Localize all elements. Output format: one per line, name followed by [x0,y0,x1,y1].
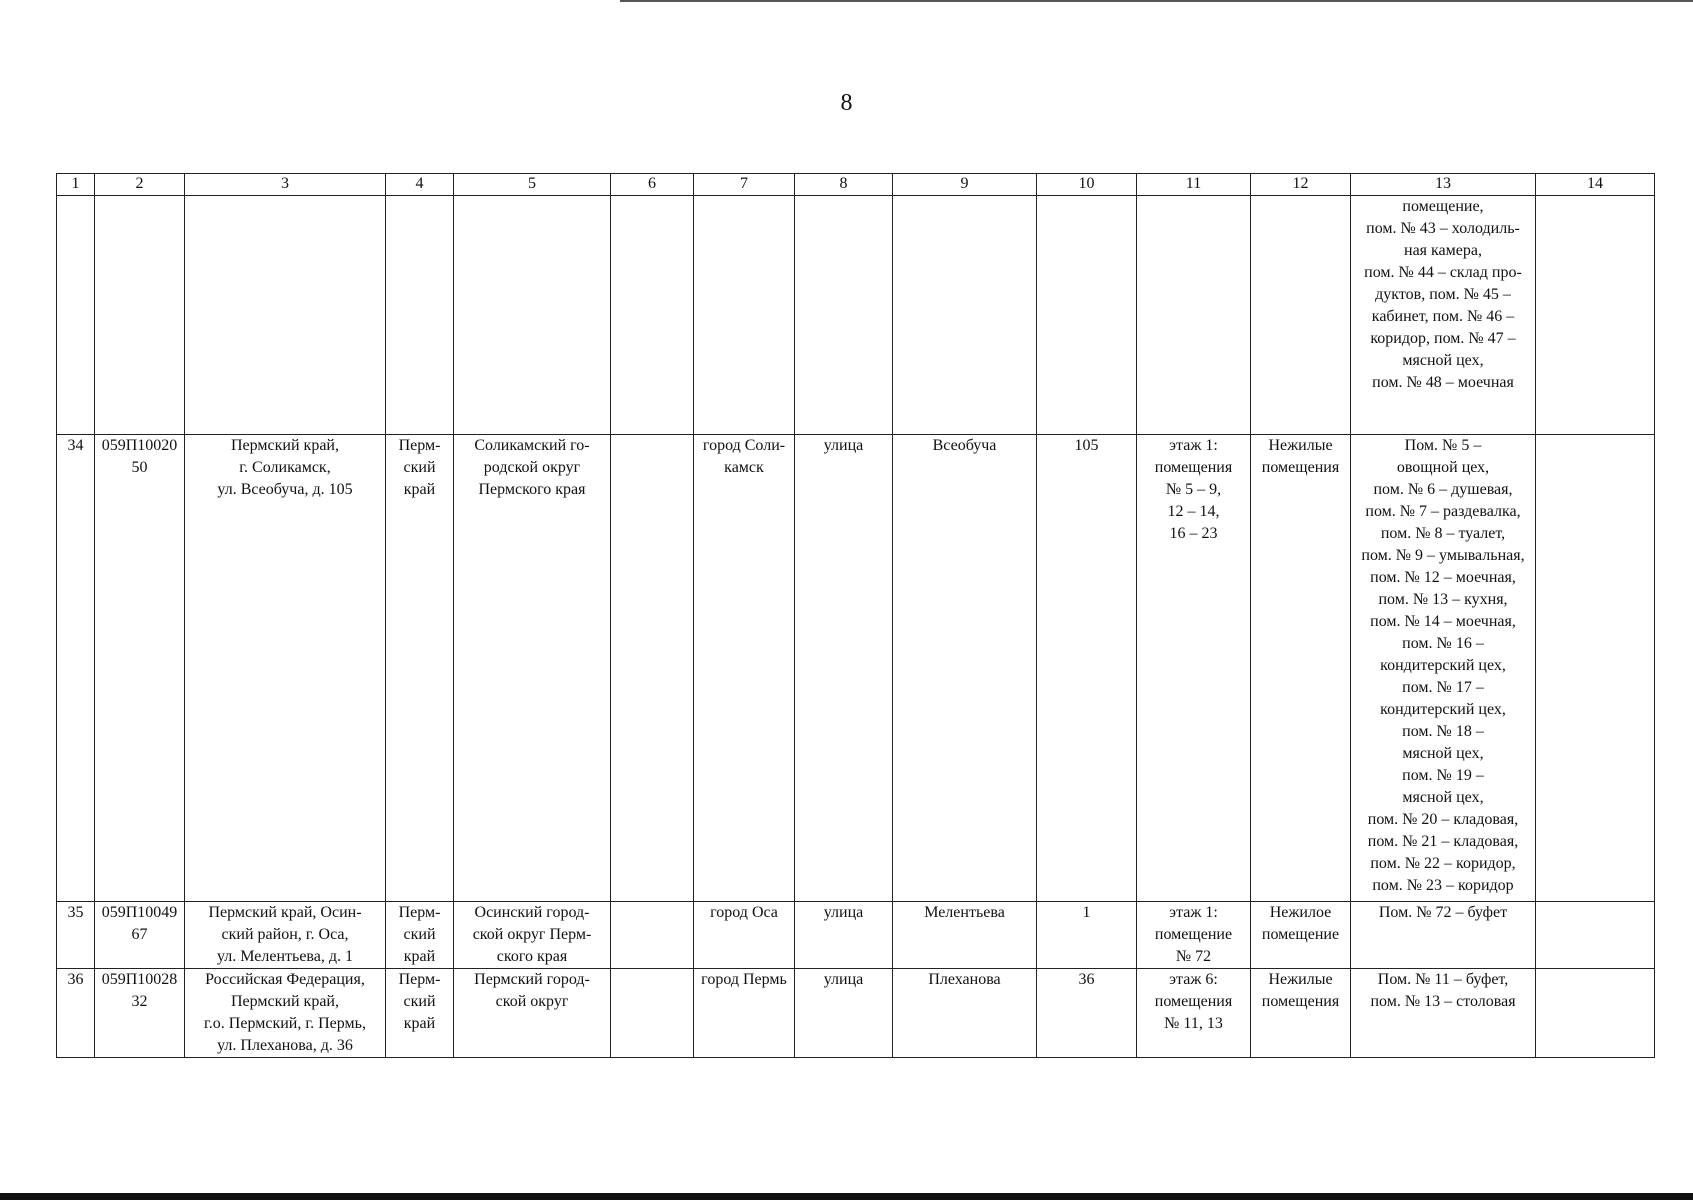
cell-line: этаж 1: [1169,904,1218,921]
cell-line: край [403,481,436,498]
table-row [57,902,1655,969]
cell-line: Нежилое [1269,904,1332,921]
cell-line: ул. Плеханова, д. 36 [217,1037,353,1054]
cell-line: 105 [1074,437,1099,454]
cell-line: пом. № 14 – моечная, [1370,613,1516,630]
cell-c5 [454,969,611,1058]
cell-c12 [1251,969,1351,1058]
cell-line: пом. № 7 – раздевалка, [1365,503,1521,520]
cell-line: 50 [131,459,148,476]
column-header: 12 [1251,174,1351,196]
scan-top-edge [620,0,1693,2]
cell-line: ул. Мелентьева, д. 1 [216,948,354,965]
cell-line: пом. № 8 – туалет, [1380,525,1506,542]
cell-c5 [454,902,611,969]
table-row [57,435,1655,902]
cell-line: этаж 1: [1169,437,1218,454]
cell-line: улица [823,971,864,988]
cell-c4 [386,902,454,969]
cell-line: Пом. № 72 – буфет [1378,904,1508,921]
cell-c2 [95,196,185,435]
cell-line: Пермский город- [474,971,590,988]
cell-line: ский [403,993,436,1010]
cell-c5 [454,435,611,902]
page-number: 8 [840,90,853,116]
column-header: 11 [1137,174,1251,196]
cell-line: улица [823,437,864,454]
cell-line: Плеханова [928,971,1001,988]
cell-c2 [95,969,185,1058]
cell-c13 [1351,435,1536,902]
cell-c12 [1251,196,1351,435]
column-header: 6 [611,174,694,196]
cell-line: ский [403,926,436,943]
column-header: 5 [454,174,611,196]
cell-line: пом. № 9 – умывальная, [1361,547,1525,564]
cell-c3 [185,435,386,902]
cell-line: пом. № 22 – коридор, [1370,855,1516,872]
cell-line: камск [724,459,764,476]
cell-c9 [893,196,1037,435]
cell-c7 [694,902,795,969]
cell-line: город Соли- [702,437,786,454]
cell-line: 12 – 14, [1167,503,1220,520]
cell-line: Пермский край, Осин- [208,904,362,921]
cell-c6 [611,435,694,902]
cell-line: улица [823,904,864,921]
cell-line: Пом. № 5 – [1404,437,1482,454]
column-header: 1 [57,174,95,196]
cell-line: коридор, пом. № 47 – [1370,330,1516,347]
cell-line: Перм- [398,971,441,988]
cell-line: ской округ [495,993,569,1010]
column-header: 8 [795,174,893,196]
column-header: 9 [893,174,1037,196]
cell-line: край [403,1015,436,1032]
column-header: 3 [185,174,386,196]
cell-c1 [57,435,95,902]
cell-c2 [95,902,185,969]
cell-line: № 72 [1175,948,1212,965]
cell-c10 [1037,969,1137,1058]
cell-line: пом. № 44 – склад про- [1364,264,1522,281]
cell-c14 [1536,196,1655,435]
cell-line: Пом. № 11 – буфет, [1377,971,1509,988]
cell-line: ул. Всеобуча, д. 105 [217,481,353,498]
cell-line: 16 – 23 [1169,525,1218,542]
cell-c8 [795,969,893,1058]
cell-c11 [1137,435,1251,902]
column-header: 13 [1351,174,1536,196]
cell-line: Перм- [398,904,441,921]
cell-line: ский район, г. Оса, [221,926,349,943]
column-header: 7 [694,174,795,196]
cell-line: 1 [1082,904,1091,921]
column-header: 4 [386,174,454,196]
cell-line: 34 [67,437,84,454]
cell-line: пом. № 20 – кладовая, [1367,811,1519,828]
cell-line: г.о. Пермский, г. Пермь, [204,1015,366,1032]
cell-c1 [57,902,95,969]
cell-line: край [403,948,436,965]
cell-c9 [893,435,1037,902]
continuation-row [57,196,1655,435]
cell-line: помещения [1154,993,1233,1010]
cell-line: 36 [1078,971,1095,988]
cell-line: Нежилые [1268,437,1333,454]
column-number-row [57,174,1655,196]
cell-line: № 11, 13 [1164,1015,1223,1032]
cell-line: 059П10020 [101,437,178,454]
cell-line: Пермский край, [231,437,339,454]
cell-line: Соликамский го- [474,437,590,454]
cell-c11 [1137,902,1251,969]
cell-line: 059П10049 [101,904,178,921]
cell-line: пом. № 18 – [1402,723,1484,740]
cell-line: Российская Федерация, [205,971,365,988]
cell-line: ской округ Перм- [472,926,592,943]
cell-c11 [1137,196,1251,435]
cell-line: пом. № 21 – кладовая, [1367,833,1519,850]
cell-line: Нежилые [1268,971,1333,988]
cell-line: город Пермь [701,971,787,988]
cell-line: пом. № 43 – холодиль- [1366,220,1520,237]
cell-c6 [611,196,694,435]
cell-line: ского края [496,948,568,965]
cell-line: пом. № 48 – моечная [1372,374,1514,391]
cell-c6 [611,969,694,1058]
cell-line: помещения [1261,993,1340,1010]
cell-line: пом. № 13 – столовая [1370,993,1516,1010]
cell-line: Пермского края [478,481,586,498]
cell-line: 36 [67,971,84,988]
cell-c14 [1536,969,1655,1058]
cell-c5 [454,196,611,435]
cell-c12 [1251,902,1351,969]
cell-line: Мелентьева [924,904,1005,921]
cell-line: ная камера, [1404,242,1482,259]
cell-line: помещения [1261,459,1340,476]
cell-line: кабинет, пом. № 46 – [1371,308,1515,325]
cell-line: помещения [1154,459,1233,476]
cell-c2 [95,435,185,902]
cell-c4 [386,196,454,435]
cell-line: овощной цех, [1396,459,1490,476]
cell-line: пом. № 19 – [1402,767,1484,784]
column-header: 2 [95,174,185,196]
cell-line: пом. № 6 – душевая, [1373,481,1513,498]
cell-c3 [185,902,386,969]
cell-line: пом. № 13 – кухня, [1378,591,1508,608]
cell-line: помещение [1154,926,1233,943]
column-header: 14 [1536,174,1655,196]
cell-c3 [185,969,386,1058]
cell-line: пом. № 12 – моечная, [1370,569,1516,586]
cell-line: помещение, [1402,198,1484,215]
cell-c9 [893,902,1037,969]
cell-line: пом. № 23 – коридор [1372,877,1514,894]
cell-line: пом. № 17 – [1402,679,1484,696]
cell-line: мясной цех, [1402,745,1484,762]
cell-c10 [1037,902,1137,969]
cell-c11 [1137,969,1251,1058]
cell-c8 [795,196,893,435]
cell-c14 [1536,435,1655,902]
cell-line: кондитерский цех, [1380,657,1506,674]
cell-line: мясной цех, [1402,352,1484,369]
cell-line: Перм- [398,437,441,454]
cell-line: № 5 – 9, [1165,481,1222,498]
cell-c7 [694,435,795,902]
cell-c4 [386,435,454,902]
cell-c7 [694,969,795,1058]
cell-line: г. Соликамск, [239,459,331,476]
cell-line: кондитерский цех, [1380,701,1506,718]
cell-c1 [57,969,95,1058]
cell-c8 [795,435,893,902]
cell-line: ский [403,459,436,476]
table-row [57,969,1655,1058]
cell-c10 [1037,196,1137,435]
cell-c10 [1037,435,1137,902]
cell-line: 35 [67,904,84,921]
cell-line: Осинский город- [474,904,590,921]
cell-line: 059П10028 [101,971,178,988]
cell-c3 [185,196,386,435]
cell-line: город Оса [710,904,778,921]
cell-line: родской округ [483,459,581,476]
cell-c6 [611,902,694,969]
cell-line: 32 [131,993,148,1010]
scan-bottom-edge [0,1193,1693,1200]
cell-c13 [1351,196,1536,435]
cell-c8 [795,902,893,969]
cell-c14 [1536,902,1655,969]
cell-c4 [386,969,454,1058]
cell-c13 [1351,969,1536,1058]
cell-c13 [1351,902,1536,969]
cell-line: пом. № 16 – [1402,635,1484,652]
cell-line: Всеобуча [932,437,997,454]
cell-line: этаж 6: [1169,971,1218,988]
cell-c12 [1251,435,1351,902]
cell-c9 [893,969,1037,1058]
cell-line: мясной цех, [1402,789,1484,806]
column-header: 10 [1037,174,1137,196]
cell-line: Пермский край, [231,993,339,1010]
cell-line: 67 [131,926,148,943]
registry-table [56,173,1655,1058]
cell-line: дуктов, пом. № 45 – [1375,286,1511,303]
cell-c7 [694,196,795,435]
cell-c1 [57,196,95,435]
cell-line: помещение [1261,926,1340,943]
